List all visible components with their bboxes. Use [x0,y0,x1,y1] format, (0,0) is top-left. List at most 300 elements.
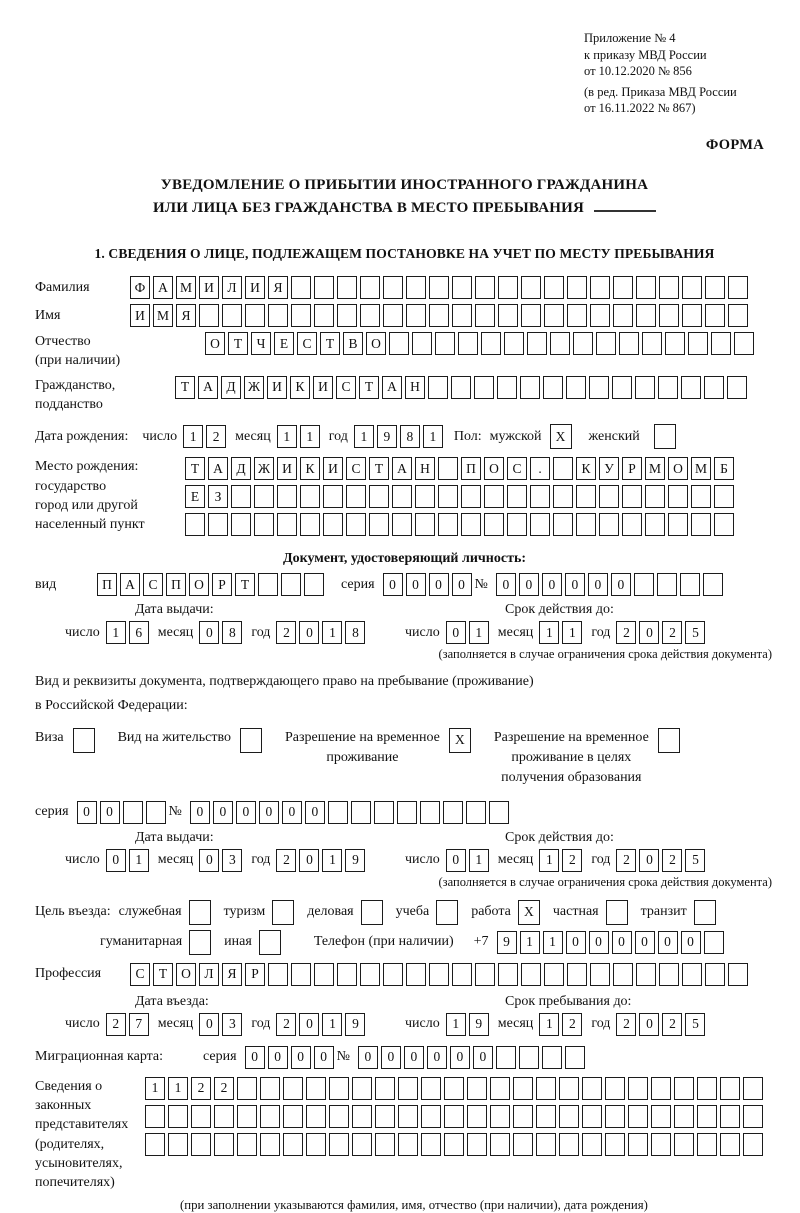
char-cell[interactable] [536,1133,556,1156]
char-cell[interactable]: 2 [662,849,682,872]
char-cell[interactable] [444,1105,464,1128]
char-cell[interactable] [645,485,665,508]
char-cell[interactable] [489,801,509,824]
char-cell[interactable] [360,963,380,986]
char-cell[interactable] [461,513,481,536]
char-cell[interactable] [415,513,435,536]
char-cell[interactable] [360,276,380,299]
char-cell[interactable]: П [97,573,117,596]
char-cell[interactable]: 0 [199,621,219,644]
char-cell[interactable] [520,376,540,399]
char-cell[interactable]: 2 [276,621,296,644]
char-cell[interactable] [475,304,495,327]
char-cell[interactable] [704,376,724,399]
char-cell[interactable]: 0 [106,849,126,872]
char-cell[interactable] [458,332,478,355]
char-cell[interactable]: Б [714,457,734,480]
char-cell[interactable] [628,1133,648,1156]
char-cell[interactable] [665,332,685,355]
char-cell[interactable]: 2 [214,1077,234,1100]
char-cell[interactable] [589,376,609,399]
char-cell[interactable] [566,376,586,399]
char-cell[interactable] [576,485,596,508]
char-cell[interactable]: 1 [539,849,559,872]
char-cell[interactable] [328,801,348,824]
char-cell[interactable] [369,513,389,536]
char-cell[interactable]: Я [268,276,288,299]
char-cell[interactable]: И [130,304,150,327]
char-cell[interactable]: 2 [616,849,636,872]
char-cell[interactable]: 0 [299,849,319,872]
char-cell[interactable] [412,332,432,355]
char-cell[interactable] [245,304,265,327]
char-cell[interactable]: 0 [565,573,585,596]
char-cell[interactable] [711,332,731,355]
char-cell[interactable] [352,1133,372,1156]
patronymic-cells[interactable] [205,332,757,355]
char-cell[interactable]: 5 [685,621,705,644]
char-cell[interactable] [369,485,389,508]
char-cell[interactable] [306,1077,326,1100]
char-cell[interactable] [728,276,748,299]
char-cell[interactable] [645,513,665,536]
char-cell[interactable]: 2 [662,621,682,644]
char-cell[interactable] [590,304,610,327]
char-cell[interactable]: 3 [222,849,242,872]
char-cell[interactable] [352,1105,372,1128]
char-cell[interactable] [642,332,662,355]
char-cell[interactable] [392,485,412,508]
char-cell[interactable] [606,900,628,925]
char-cell[interactable]: Л [222,276,242,299]
stay-day-cells[interactable] [446,1013,492,1036]
char-cell[interactable] [553,513,573,536]
char-cell[interactable]: 1 [300,425,320,448]
char-cell[interactable] [496,1046,516,1069]
char-cell[interactable]: 0 [450,1046,470,1069]
char-cell[interactable] [237,1133,257,1156]
char-cell[interactable] [521,963,541,986]
char-cell[interactable]: М [176,276,196,299]
char-cell[interactable] [323,485,343,508]
char-cell[interactable]: 0 [446,621,466,644]
char-cell[interactable]: И [199,276,219,299]
char-cell[interactable]: 1 [539,621,559,644]
char-cell[interactable]: К [290,376,310,399]
char-cell[interactable]: С [130,963,150,986]
char-cell[interactable] [567,963,587,986]
char-cell[interactable]: Д [221,376,241,399]
char-cell[interactable] [291,963,311,986]
purpose-private-checkbox[interactable] [606,900,631,925]
char-cell[interactable]: Д [231,457,251,480]
char-cell[interactable] [452,963,472,986]
char-cell[interactable]: 0 [589,931,609,954]
char-cell[interactable] [189,900,211,925]
char-cell[interactable] [728,963,748,986]
char-cell[interactable]: О [668,457,688,480]
char-cell[interactable] [258,573,278,596]
purpose-tourism-checkbox[interactable] [272,900,297,925]
char-cell[interactable]: О [176,963,196,986]
char-cell[interactable] [214,1105,234,1128]
char-cell[interactable] [436,900,458,925]
char-cell[interactable]: X [518,900,540,925]
birthplace-row3-cells[interactable] [185,513,737,536]
char-cell[interactable]: 1 [106,621,126,644]
char-cell[interactable]: 1 [562,621,582,644]
char-cell[interactable]: 5 [685,849,705,872]
char-cell[interactable] [498,963,518,986]
char-cell[interactable] [272,900,294,925]
char-cell[interactable]: К [576,457,596,480]
char-cell[interactable]: Т [153,963,173,986]
char-cell[interactable]: 1 [168,1077,188,1100]
char-cell[interactable] [300,513,320,536]
char-cell[interactable] [674,1105,694,1128]
char-cell[interactable] [329,1133,349,1156]
birthplace-row1-cells[interactable] [185,457,737,480]
char-cell[interactable] [727,376,747,399]
char-cell[interactable] [490,1133,510,1156]
given-name-cells[interactable] [130,304,751,327]
char-cell[interactable] [389,332,409,355]
char-cell[interactable]: Е [274,332,294,355]
char-cell[interactable]: 2 [562,1013,582,1036]
char-cell[interactable] [634,573,654,596]
char-cell[interactable] [550,332,570,355]
char-cell[interactable] [314,304,334,327]
permit-issue-day-cells[interactable] [106,849,152,872]
char-cell[interactable] [461,485,481,508]
char-cell[interactable] [553,457,573,480]
arrival-month-cells[interactable] [199,1013,245,1036]
citizenship-cells[interactable] [175,376,750,399]
char-cell[interactable]: 1 [469,621,489,644]
char-cell[interactable]: 0 [305,801,325,824]
doc-issue-day-cells[interactable] [106,621,152,644]
doc-kind-cells[interactable] [97,573,327,596]
char-cell[interactable] [268,304,288,327]
char-cell[interactable]: 0 [566,931,586,954]
char-cell[interactable] [435,332,455,355]
char-cell[interactable] [398,1133,418,1156]
char-cell[interactable]: 0 [639,621,659,644]
stay-month-cells[interactable] [539,1013,585,1036]
doc-series-cells[interactable] [383,573,475,596]
char-cell[interactable] [428,376,448,399]
char-cell[interactable]: 0 [100,801,120,824]
char-cell[interactable] [530,513,550,536]
char-cell[interactable] [337,304,357,327]
char-cell[interactable]: 0 [519,573,539,596]
char-cell[interactable] [536,1105,556,1128]
arrival-day-cells[interactable] [106,1013,152,1036]
char-cell[interactable] [484,513,504,536]
char-cell[interactable] [231,513,251,536]
char-cell[interactable] [467,1133,487,1156]
birth-day-cells[interactable] [183,425,229,448]
char-cell[interactable]: 0 [259,801,279,824]
char-cell[interactable]: А [198,376,218,399]
char-cell[interactable] [654,424,676,449]
char-cell[interactable] [438,513,458,536]
char-cell[interactable] [191,1105,211,1128]
char-cell[interactable] [657,573,677,596]
char-cell[interactable]: 0 [542,573,562,596]
char-cell[interactable]: 0 [611,573,631,596]
char-cell[interactable]: И [277,457,297,480]
char-cell[interactable] [374,801,394,824]
char-cell[interactable]: С [507,457,527,480]
char-cell[interactable] [544,963,564,986]
temp-residence-edu-checkbox[interactable] [658,728,683,753]
char-cell[interactable]: Ч [251,332,271,355]
char-cell[interactable]: И [245,276,265,299]
birth-year-cells[interactable] [354,425,446,448]
char-cell[interactable] [123,801,143,824]
char-cell[interactable] [530,485,550,508]
char-cell[interactable]: 0 [199,849,219,872]
char-cell[interactable] [208,513,228,536]
char-cell[interactable]: О [484,457,504,480]
char-cell[interactable] [474,376,494,399]
char-cell[interactable]: И [267,376,287,399]
char-cell[interactable] [443,801,463,824]
char-cell[interactable]: Т [320,332,340,355]
char-cell[interactable] [553,485,573,508]
char-cell[interactable] [283,1077,303,1100]
char-cell[interactable] [659,304,679,327]
representatives-row2-cells[interactable] [145,1105,766,1128]
char-cell[interactable]: 1 [129,849,149,872]
char-cell[interactable] [743,1077,763,1100]
char-cell[interactable] [705,304,725,327]
char-cell[interactable] [743,1133,763,1156]
char-cell[interactable] [429,304,449,327]
char-cell[interactable]: 2 [616,1013,636,1036]
char-cell[interactable]: И [313,376,333,399]
char-cell[interactable] [590,963,610,986]
char-cell[interactable] [406,304,426,327]
char-cell[interactable] [590,276,610,299]
char-cell[interactable]: 0 [268,1046,288,1069]
char-cell[interactable] [168,1105,188,1128]
char-cell[interactable]: П [461,457,481,480]
char-cell[interactable] [291,304,311,327]
char-cell[interactable]: 1 [183,425,203,448]
char-cell[interactable] [681,376,701,399]
char-cell[interactable] [507,513,527,536]
char-cell[interactable] [398,1077,418,1100]
permit-expiry-month-cells[interactable] [539,849,585,872]
char-cell[interactable]: 1 [446,1013,466,1036]
char-cell[interactable] [240,728,262,753]
char-cell[interactable] [567,276,587,299]
char-cell[interactable]: 9 [497,931,517,954]
char-cell[interactable] [576,513,596,536]
char-cell[interactable] [259,930,281,955]
permit-expiry-year-cells[interactable] [616,849,708,872]
char-cell[interactable]: 0 [236,801,256,824]
char-cell[interactable] [237,1105,257,1128]
char-cell[interactable] [734,332,754,355]
char-cell[interactable]: А [392,457,412,480]
purpose-commercial-checkbox[interactable] [361,900,386,925]
char-cell[interactable] [398,1105,418,1128]
purpose-work-checkbox[interactable] [518,900,543,925]
char-cell[interactable]: 0 [429,573,449,596]
char-cell[interactable]: 0 [635,931,655,954]
char-cell[interactable] [429,963,449,986]
char-cell[interactable]: М [691,457,711,480]
char-cell[interactable] [651,1077,671,1100]
char-cell[interactable] [484,485,504,508]
char-cell[interactable]: 2 [206,425,226,448]
char-cell[interactable]: О [366,332,386,355]
char-cell[interactable] [498,276,518,299]
temp-residence-checkbox[interactable] [449,728,474,753]
char-cell[interactable]: 8 [345,621,365,644]
char-cell[interactable]: X [449,728,471,753]
char-cell[interactable]: Т [228,332,248,355]
char-cell[interactable] [498,304,518,327]
char-cell[interactable]: 2 [562,849,582,872]
profession-cells[interactable] [130,963,751,986]
purpose-study-checkbox[interactable] [436,900,461,925]
char-cell[interactable]: 0 [358,1046,378,1069]
purpose-transit-checkbox[interactable] [694,900,719,925]
char-cell[interactable]: 1 [145,1077,165,1100]
char-cell[interactable] [260,1077,280,1100]
char-cell[interactable]: К [300,457,320,480]
char-cell[interactable] [513,1105,533,1128]
char-cell[interactable]: 0 [452,573,472,596]
char-cell[interactable] [636,276,656,299]
char-cell[interactable] [521,276,541,299]
char-cell[interactable]: Т [185,457,205,480]
char-cell[interactable] [254,513,274,536]
purpose-humanitarian-checkbox[interactable] [189,930,214,955]
char-cell[interactable] [314,963,334,986]
doc-issue-month-cells[interactable] [199,621,245,644]
char-cell[interactable] [559,1133,579,1156]
char-cell[interactable]: 1 [354,425,374,448]
char-cell[interactable] [688,332,708,355]
char-cell[interactable] [429,276,449,299]
doc-expiry-month-cells[interactable] [539,621,585,644]
char-cell[interactable] [481,332,501,355]
char-cell[interactable] [375,1077,395,1100]
char-cell[interactable]: 0 [681,931,701,954]
char-cell[interactable]: 0 [612,931,632,954]
char-cell[interactable] [635,376,655,399]
char-cell[interactable]: Ф [130,276,150,299]
char-cell[interactable] [281,573,301,596]
char-cell[interactable]: 0 [404,1046,424,1069]
char-cell[interactable]: . [530,457,550,480]
birthplace-row2-cells[interactable] [185,485,737,508]
char-cell[interactable] [705,963,725,986]
char-cell[interactable] [619,332,639,355]
char-cell[interactable] [544,276,564,299]
char-cell[interactable]: 0 [639,1013,659,1036]
char-cell[interactable] [543,376,563,399]
char-cell[interactable] [599,485,619,508]
char-cell[interactable] [720,1077,740,1100]
char-cell[interactable] [268,963,288,986]
char-cell[interactable] [705,276,725,299]
char-cell[interactable] [383,304,403,327]
char-cell[interactable] [513,1077,533,1100]
char-cell[interactable]: Ж [254,457,274,480]
char-cell[interactable] [490,1077,510,1100]
char-cell[interactable] [438,457,458,480]
char-cell[interactable] [277,513,297,536]
char-cell[interactable] [415,485,435,508]
char-cell[interactable] [674,1077,694,1100]
char-cell[interactable] [720,1133,740,1156]
char-cell[interactable]: 0 [199,1013,219,1036]
char-cell[interactable] [651,1133,671,1156]
char-cell[interactable]: 0 [406,573,426,596]
char-cell[interactable] [191,1133,211,1156]
char-cell[interactable]: 0 [658,931,678,954]
arrival-year-cells[interactable] [276,1013,368,1036]
char-cell[interactable] [521,304,541,327]
char-cell[interactable] [743,1105,763,1128]
char-cell[interactable] [145,1133,165,1156]
char-cell[interactable] [283,1133,303,1156]
phone-digit-cells[interactable] [497,931,727,954]
char-cell[interactable] [628,1077,648,1100]
char-cell[interactable] [237,1077,257,1100]
char-cell[interactable] [559,1105,579,1128]
char-cell[interactable] [697,1077,717,1100]
char-cell[interactable]: 1 [539,1013,559,1036]
char-cell[interactable]: 3 [222,1013,242,1036]
migration-series-cells[interactable] [245,1046,337,1069]
char-cell[interactable] [565,1046,585,1069]
char-cell[interactable] [651,1105,671,1128]
doc-expiry-day-cells[interactable] [446,621,492,644]
char-cell[interactable] [636,963,656,986]
char-cell[interactable]: 0 [383,573,403,596]
char-cell[interactable] [323,513,343,536]
permit-number-cells[interactable] [190,801,512,824]
char-cell[interactable] [185,513,205,536]
char-cell[interactable] [475,276,495,299]
char-cell[interactable] [231,485,251,508]
surname-cells[interactable] [130,276,751,299]
char-cell[interactable] [475,963,495,986]
char-cell[interactable] [622,485,642,508]
char-cell[interactable] [559,1077,579,1100]
char-cell[interactable]: 8 [222,621,242,644]
char-cell[interactable]: Я [176,304,196,327]
representatives-row1-cells[interactable] [145,1077,766,1100]
char-cell[interactable] [383,276,403,299]
char-cell[interactable] [691,485,711,508]
char-cell[interactable] [682,276,702,299]
char-cell[interactable]: Р [245,963,265,986]
permit-issue-year-cells[interactable] [276,849,368,872]
purpose-business-checkbox[interactable] [189,900,214,925]
char-cell[interactable] [375,1133,395,1156]
char-cell[interactable] [668,513,688,536]
char-cell[interactable]: А [153,276,173,299]
char-cell[interactable]: 9 [469,1013,489,1036]
